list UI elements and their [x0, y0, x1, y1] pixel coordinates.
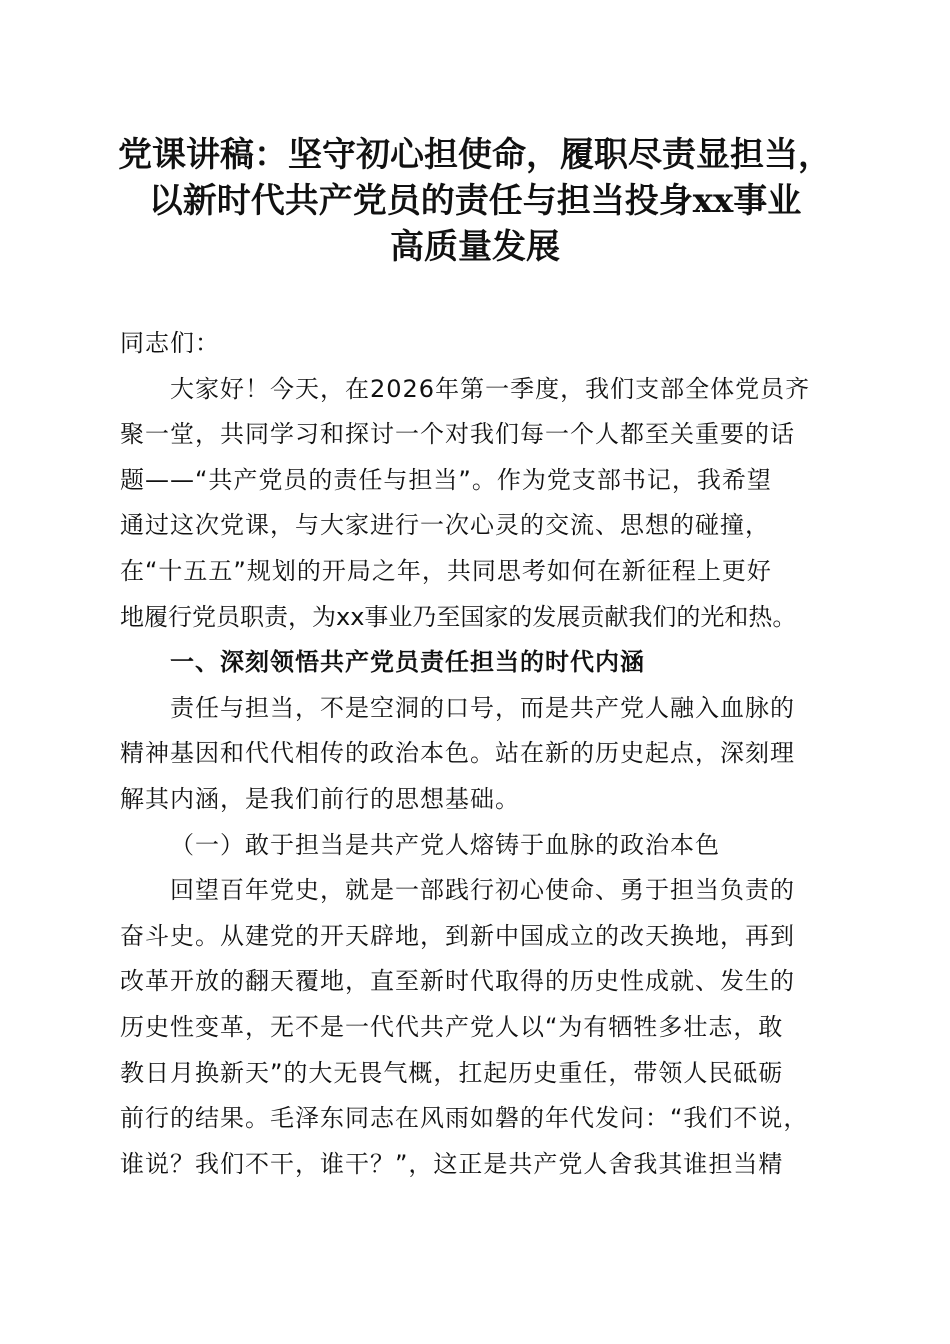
subsection-1-line-3: 改革开放的翻天覆地，直至新时代取得的历史性成就、发生的	[120, 967, 795, 996]
document-body	[120, 321, 832, 1187]
title-line-1: 党课讲稿：坚守初心担使命，履职尽责显担当，	[118, 135, 832, 175]
document-title	[100, 132, 850, 270]
subsection-1-line-2: 奋斗史。从建党的开天辟地，到新中国成立的改天换地，再到	[120, 921, 795, 950]
section-1-line-2: 精神基因和代代相传的政治本色。站在新的历史起点，深刻理	[120, 739, 795, 768]
section-1-line-3: 解其内涵，是我们前行的思想基础。	[120, 784, 520, 813]
section-1-line-1: 责任与担当，不是空洞的口号，而是共产党人融入血脉的	[170, 693, 795, 722]
subsection-1-line-4: 历史性变革，无不是一代代共产党人以“为有牺牲多壮志，敢	[120, 1012, 784, 1041]
title-line-2: 以新时代共产党员的责任与担当投身xx事业	[148, 181, 802, 221]
subsection-1-line-7: 谁说？我们不干，谁干？”，这正是共产党人舍我其谁担当精	[120, 1149, 784, 1178]
subsection-1-line-5: 教日月换新天”的大无畏气概，扛起历史重任，带领人民砥砺	[120, 1058, 784, 1087]
section-1-paragraph	[120, 686, 832, 823]
intro-line-2: 聚一堂，共同学习和探讨一个对我们每一个人都至关重要的话	[120, 420, 795, 449]
intro-paragraph	[120, 367, 832, 641]
intro-line-1: 大家好！今天，在2026年第一季度，我们支部全体党员齐	[170, 374, 811, 403]
subsection-1-line-1: 回望百年党史，就是一部践行初心使命、勇于担当负责的	[170, 876, 795, 905]
subsection-1-heading: （一）敢于担当是共产党人熔铸于血脉的政治本色	[170, 830, 720, 859]
intro-line-6: 地履行党员职责，为xx事业乃至国家的发展贡献我们的光和热。	[120, 602, 797, 631]
intro-line-3: 题——“共产党员的责任与担当”。作为党支部书记，我希望	[120, 465, 772, 494]
subsection-1-line-6: 前行的结果。毛泽东同志在风雨如磐的年代发问：“我们不说，	[120, 1104, 809, 1133]
intro-line-5: 在“十五五”规划的开局之年，共同思考如何在新征程上更好	[120, 556, 772, 585]
title-line-3: 高质量发展	[390, 227, 560, 267]
salutation: 同志们：	[120, 329, 220, 357]
intro-line-4: 通过这次党课，与大家进行一次心灵的交流、思想的碰撞，	[120, 511, 770, 540]
section-1-heading: 一、深刻领悟共产党员责任担当的时代内涵	[170, 648, 645, 677]
subsection-1-paragraph	[120, 868, 832, 1187]
